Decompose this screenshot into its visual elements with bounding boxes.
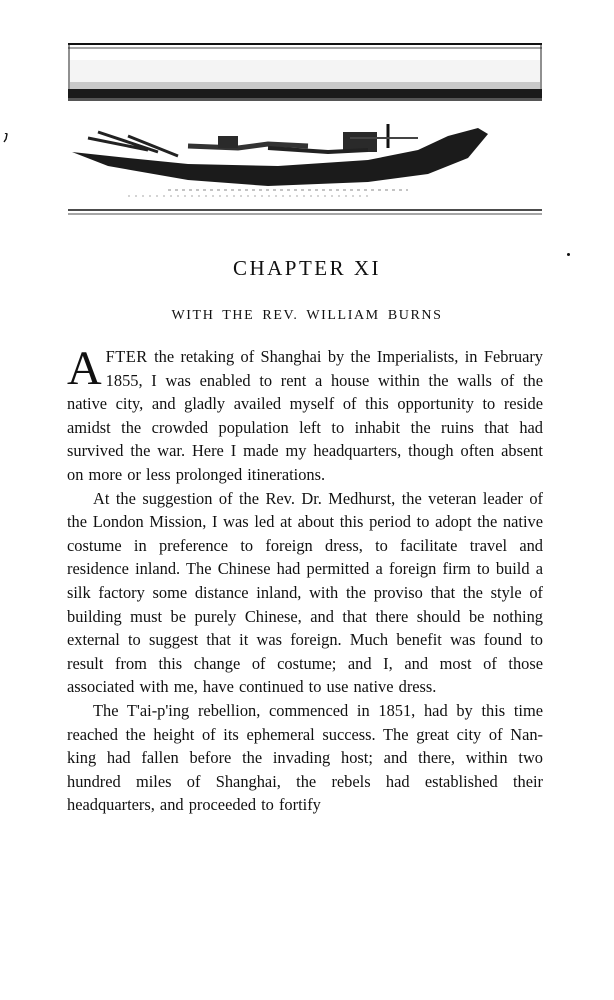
- paragraph-1-text: the retaking of Shanghai by the Imperialists, in February 1855, I was enabled to rent a house within the walls of the native city, and gladly availed myself of this opportunity to reside amidst the crowded population left to inhabit the ruins that had survived the war. Here I made my headquarters, though often absent on more or less prolonged itinerations.: [67, 347, 543, 484]
- paragraph-3: The T'ai-p'ing rebellion, commenced in 1851, had by this time reached the height of its ephemeral success. The great city of Nan-king had fallen before the invading host; and there, within two hundred miles of Shanghai, the rebels had established their headquarters, and proceeded to fortify: [67, 700, 543, 815]
- drop-cap: A: [67, 342, 102, 395]
- chapter-title: CHAPTER XI: [232, 256, 382, 280]
- junk-boat-illustration-icon: [68, 40, 542, 220]
- stray-ink-mark-icon: [3, 133, 8, 143]
- paragraph-2: At the suggestion of the Rev. Dr. Medhurst, the veteran leader of the London Mission, I was led at about this period to adopt the native costume in preference to foreign dress, to facilitate travel and residence inland. The Chinese had permitted a foreign firm to build a silk factory some distance inland, with the proviso that the style of building must be purely Chinese, and that there should be nothing external to suggest that it was foreign. Much benefit was found to result from this change of costume; and I, and most of those associated with me, have continued to use native dress.: [67, 488, 543, 697]
- body-text: [67, 342, 543, 817]
- lead-caps: FTER: [105, 347, 148, 366]
- paragraph-1: [67, 342, 543, 487]
- chapter-subtitle: WITH THE REV. WILLIAM BURNS: [171, 308, 443, 323]
